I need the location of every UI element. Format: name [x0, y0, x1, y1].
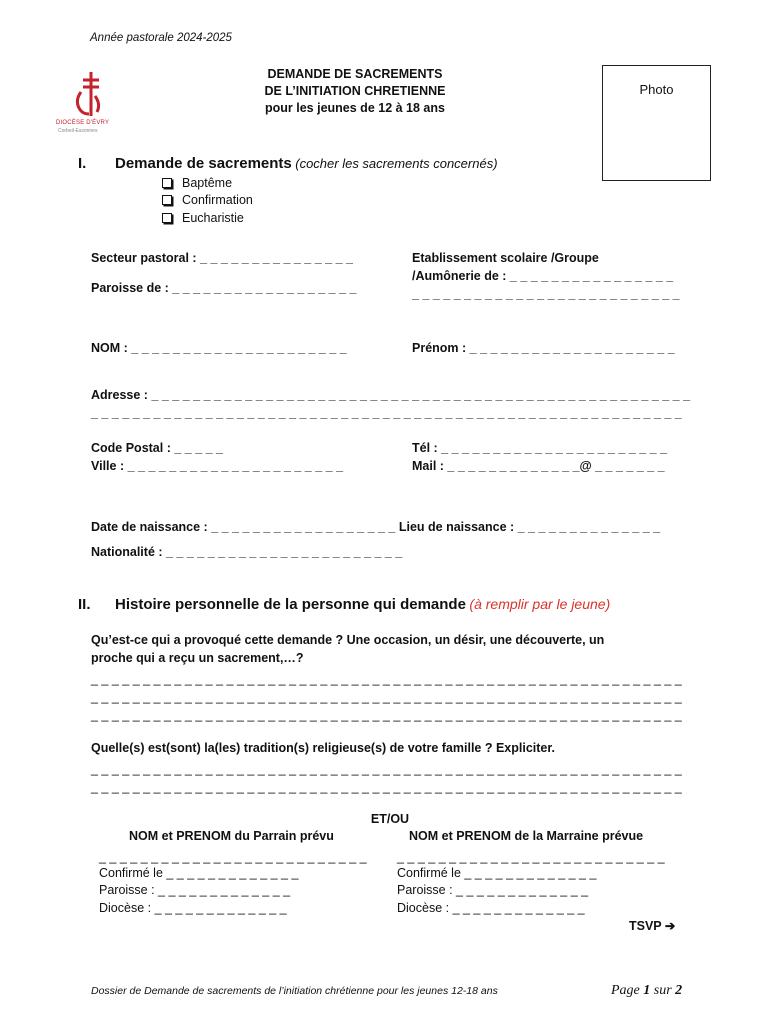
secteur-field[interactable]: Secteur pastoral : _ _ _ _ _ _ _ _ _ _ _ _ _ _ _	[91, 251, 353, 265]
answer2-line[interactable]: _ _ _ _ _ _ _ _ _ _ _ _ _ _ _ _ _ _ _ _ _ _ _ _ _ _ _ _ _ _ _ _ _ _ _ _ _ _ _ _ _ _ _ _ _ _ _ _ _ _ _ _ _ _ _ _ _	[91, 780, 682, 794]
tsvp-label: TSVP ➔	[629, 919, 676, 933]
option-bapteme[interactable]	[162, 176, 232, 190]
page-prefix: Page	[611, 983, 640, 998]
marraine-paroisse-field[interactable]: Paroisse : _ _ _ _ _ _ _ _ _ _ _ _ _	[397, 883, 589, 897]
paroisse-field[interactable]: Paroisse de : _ _ _ _ _ _ _ _ _ _ _ _ _ _ _ _ _ _	[91, 281, 357, 295]
parrain-name-field[interactable]: _ _ _ _ _ _ _ _ _ _ _ _ _ _ _ _ _ _ _ _ _ _ _ _ _ _	[99, 850, 367, 864]
page-mid: sur	[653, 983, 672, 998]
option-confirmation[interactable]	[162, 193, 253, 207]
marraine-confirme-field[interactable]: Confirmé le _ _ _ _ _ _ _ _ _ _ _ _ _	[397, 866, 597, 880]
logo-title: DIOCÈSE D'ÉVRY	[56, 120, 110, 126]
page-total: 2	[675, 983, 683, 998]
question1-line2: proche qui a reçu un sacrement,…?	[91, 651, 304, 665]
footer-text: Dossier de Demande de sacrements de l’initiation chrétienne pour les jeunes 12-18 ans	[91, 985, 498, 997]
prenom-field[interactable]: Prénom : _ _ _ _ _ _ _ _ _ _ _ _ _ _ _ _ _ _ _ _	[412, 341, 675, 355]
option-eucharistie[interactable]	[162, 211, 244, 225]
adresse-field[interactable]: Adresse : _ _ _ _ _ _ _ _ _ _ _ _ _ _ _ _ _ _ _ _ _ _ _ _ _ _ _ _ _ _ _ _ _ _ _ _ _ _ _ _ _ _ _ _ _ _ _ _ _ _ _ _	[91, 388, 691, 402]
etou-label: ET/OU	[370, 812, 410, 826]
section2-title: Histoire personnelle de la personne qui demande	[115, 596, 466, 613]
question1-line1: Qu’est-ce qui a provoqué cette demande ? Une occasion, un désir, une découverte, un	[91, 633, 605, 647]
section2-number: II.	[78, 596, 91, 613]
section2-subtitle: (à remplir par le jeune)	[469, 596, 611, 612]
page-number: 1	[643, 983, 651, 998]
section1-number: I.	[78, 155, 87, 172]
title-line-2: DE L’INITIATION CHRETIENNE	[264, 84, 446, 98]
photo-label: Photo	[639, 82, 674, 97]
diocese-logo	[55, 70, 115, 136]
checkbox-icon[interactable]	[162, 213, 172, 223]
tel-field[interactable]: Tél : _ _ _ _ _ _ _ _ _ _ _ _ _ _ _ _ _ _ _ _ _ _	[412, 441, 668, 455]
parrain-title: NOM et PRENOM du Parrain prévu	[129, 829, 334, 843]
etablissement-label: Etablissement scolaire /Groupe	[412, 251, 599, 265]
checkbox-icon[interactable]	[162, 178, 172, 188]
marraine-title: NOM et PRENOM de la Marraine prévue	[409, 829, 644, 843]
option-label: Confirmation	[182, 193, 253, 207]
parrain-diocese-field[interactable]: Diocèse : _ _ _ _ _ _ _ _ _ _ _ _ _	[99, 901, 287, 915]
section2-heading	[115, 596, 610, 613]
answer1-line[interactable]: _ _ _ _ _ _ _ _ _ _ _ _ _ _ _ _ _ _ _ _ _ _ _ _ _ _ _ _ _ _ _ _ _ _ _ _ _ _ _ _ _ _ _ _ _ _ _ _ _ _ _ _ _ _ _ _ _	[91, 690, 682, 704]
answer1-line[interactable]: _ _ _ _ _ _ _ _ _ _ _ _ _ _ _ _ _ _ _ _ _ _ _ _ _ _ _ _ _ _ _ _ _ _ _ _ _ _ _ _ _ _ _ _ _ _ _ _ _ _ _ _ _ _ _ _ _	[91, 708, 682, 722]
question2: Quelle(s) est(sont) la(les) tradition(s) religieuse(s) de votre famille ? Expliciter.	[91, 741, 556, 755]
option-label: Eucharistie	[182, 211, 244, 225]
title-line-3: pour les jeunes de 12 à 18 ans	[265, 101, 445, 115]
marraine-name-field[interactable]: _ _ _ _ _ _ _ _ _ _ _ _ _ _ _ _ _ _ _ _ _ _ _ _ _ _	[397, 850, 665, 864]
option-label: Baptême	[182, 176, 233, 190]
answer2-line[interactable]: _ _ _ _ _ _ _ _ _ _ _ _ _ _ _ _ _ _ _ _ _ _ _ _ _ _ _ _ _ _ _ _ _ _ _ _ _ _ _ _ _ _ _ _ _ _ _ _ _ _ _ _ _ _ _ _ _	[91, 762, 682, 776]
ville-field[interactable]: Ville : _ _ _ _ _ _ _ _ _ _ _ _ _ _ _ _ _ _ _ _ _	[91, 459, 344, 473]
page-indicator	[611, 983, 682, 999]
section1-heading	[115, 155, 498, 172]
nationalite-field[interactable]: Nationalité : _ _ _ _ _ _ _ _ _ _ _ _ _ _ _ _ _ _ _ _ _ _ _	[91, 545, 403, 559]
adresse-field-line2[interactable]: _ _ _ _ _ _ _ _ _ _ _ _ _ _ _ _ _ _ _ _ _ _ _ _ _ _ _ _ _ _ _ _ _ _ _ _ _ _ _ _ _ _ _ _ _ _ _ _ _ _ _ _ _ _ _ _ _	[91, 406, 682, 420]
logo-subtitle: Corbeil-Essonnes	[58, 128, 98, 134]
naissance-field[interactable]: Date de naissance : _ _ _ _ _ _ _ _ _ _ _ _ _ _ _ _ _ _ Lieu de naissance : _ _ _ _ _ _ _ _ _ _ _ _ _ _	[91, 520, 661, 534]
mail-field[interactable]: Mail : _ _ _ _ _ _ _ _ _ _ _ _ _@ _ _ _ _ _ _ _	[412, 459, 665, 473]
parrain-paroisse-field[interactable]: Paroisse : _ _ _ _ _ _ _ _ _ _ _ _ _	[99, 883, 291, 897]
code-postal-field[interactable]: Code Postal : _ _ _ _ _	[91, 441, 223, 455]
aumonerie-field[interactable]: /Aumônerie de : _ _ _ _ _ _ _ _ _ _ _ _ _ _ _ _	[412, 269, 674, 283]
section1-title: Demande de sacrements	[115, 155, 292, 172]
title-line-1: DEMANDE DE SACREMENTS	[267, 67, 443, 81]
year-label: Année pastorale 2024-2025	[90, 32, 232, 44]
photo-box[interactable]	[602, 65, 711, 181]
aumonerie-field-line2[interactable]: _ _ _ _ _ _ _ _ _ _ _ _ _ _ _ _ _ _ _ _ _ _ _ _ _ _	[412, 287, 680, 301]
marraine-diocese-field[interactable]: Diocèse : _ _ _ _ _ _ _ _ _ _ _ _ _	[397, 901, 585, 915]
answer1-line[interactable]: _ _ _ _ _ _ _ _ _ _ _ _ _ _ _ _ _ _ _ _ _ _ _ _ _ _ _ _ _ _ _ _ _ _ _ _ _ _ _ _ _ _ _ _ _ _ _ _ _ _ _ _ _ _ _ _ _	[91, 672, 682, 686]
checkbox-icon[interactable]	[162, 195, 172, 205]
section1-subtitle: (cocher les sacrements concernés)	[295, 156, 498, 171]
parrain-confirme-field[interactable]: Confirmé le _ _ _ _ _ _ _ _ _ _ _ _ _	[99, 866, 299, 880]
nom-field[interactable]: NOM : _ _ _ _ _ _ _ _ _ _ _ _ _ _ _ _ _ _ _ _ _	[91, 341, 347, 355]
